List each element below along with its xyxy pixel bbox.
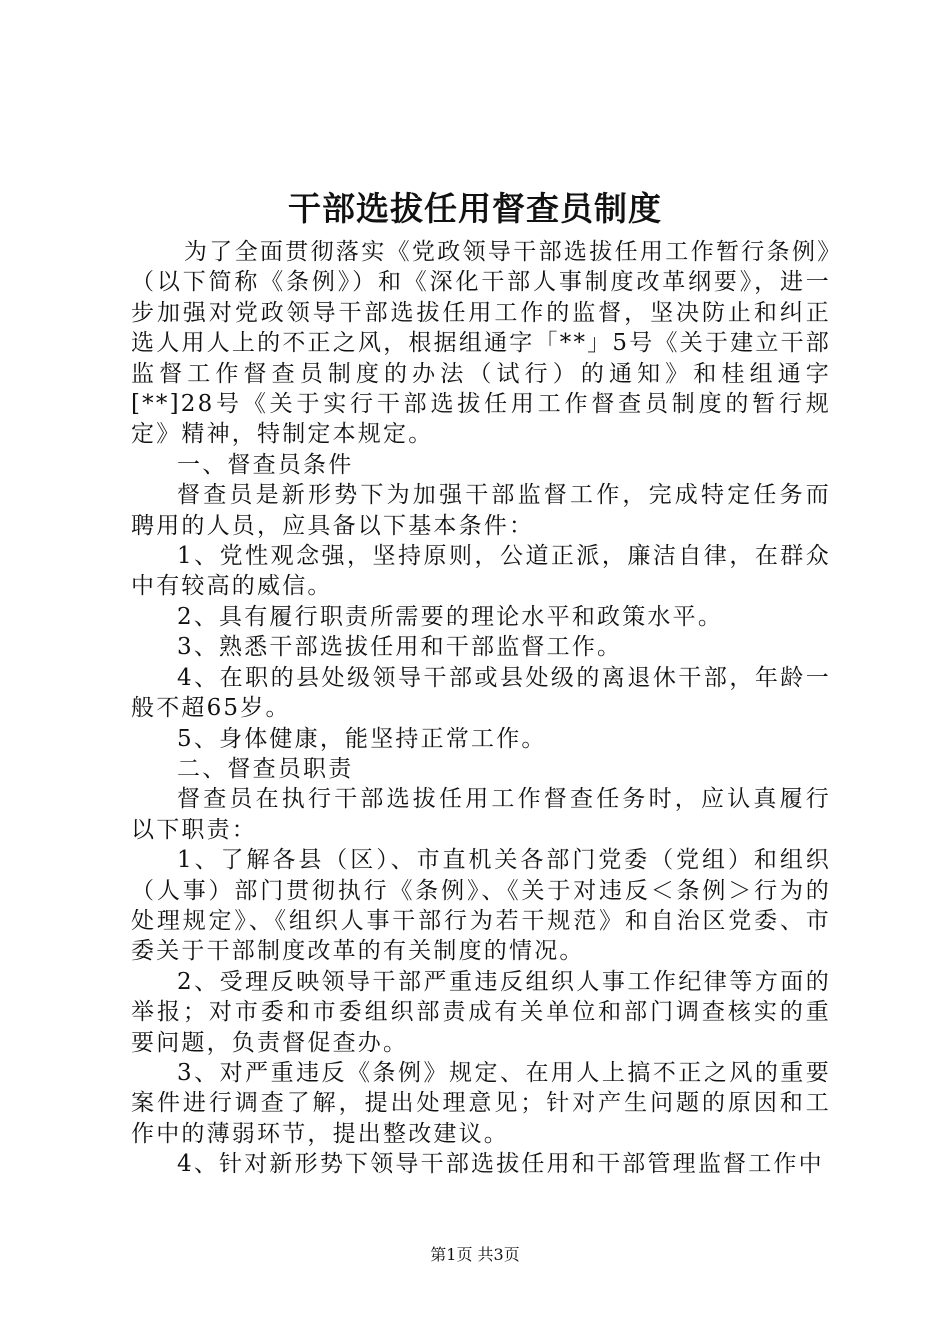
duty-item: 4、针对新形势下领导干部选拔任用和干部管理监督工作中: [177, 1151, 824, 1178]
document-body: [131, 237, 831, 1180]
section-heading-duties: 二、督查员职责: [177, 755, 354, 782]
duty-item: 1、了解各县（区）、市直机关各部门党委（党组）和组织（人事）部门贯彻执行《条例》、《关于对违反＜条例＞行为的处理规定》、《组织人事干部行为若干规范》和自治区党委、市委关于干部制度改革的有关制度的情况。: [131, 847, 831, 965]
duty-item: 3、对严重违反《条例》规定、在用人上搞不正之风的重要案件进行调查了解，提出处理意见；针对产生问题的原因和工作中的薄弱环节，提出整改建议。: [131, 1059, 831, 1147]
document-title: 干部选拔任用督查员制度: [288, 189, 662, 228]
duty-item: 2、受理反映领导干部严重违反组织人事工作纪律等方面的举报；对市委和市委组织部责成有关单位和部门调查核实的重要问题，负责督促查办。: [131, 968, 831, 1056]
intro-paragraph: 为了全面贯彻落实《党政领导干部选拔任用工作暂行条例》（以下简称《条例》）和《深化干部人事制度改革纲要》，进一步加强对党政领导干部选拔任用工作的监督，坚决防止和纠正选人用人上的不正之风，根据组通字「**」5号《关于建立干部监督工作督查员制度的办法（试行）的通知》和桂组通字[**]28号《关于实行干部选拔任用工作督查员制度的暂行规定》精神，特制定本规定。: [131, 239, 831, 448]
condition-item: 4、在职的县处级领导干部或县处级的离退休干部，年龄一般不超65岁。: [131, 664, 831, 722]
condition-item: 2、具有履行职责所需要的理论水平和政策水平。: [177, 603, 724, 630]
section-heading-conditions: 一、督查员条件: [177, 451, 354, 478]
condition-item: 3、熟悉干部选拔任用和干部监督工作。: [177, 634, 623, 661]
condition-item: 5、身体健康，能坚持正常工作。: [177, 725, 547, 752]
paragraph: 督查员是新形势下为加强干部监督工作，完成特定任务而聘用的人员，应具备以下基本条件：: [131, 482, 831, 539]
condition-item: 1、党性观念强，坚持原则，公道正派，廉洁自律，在群众中有较高的威信。: [131, 543, 831, 600]
paragraph: 督查员在执行干部选拔任用工作督查任务时，应认真履行以下职责：: [131, 786, 831, 843]
page-number-footer: 第1页 共3页: [430, 1245, 520, 1264]
